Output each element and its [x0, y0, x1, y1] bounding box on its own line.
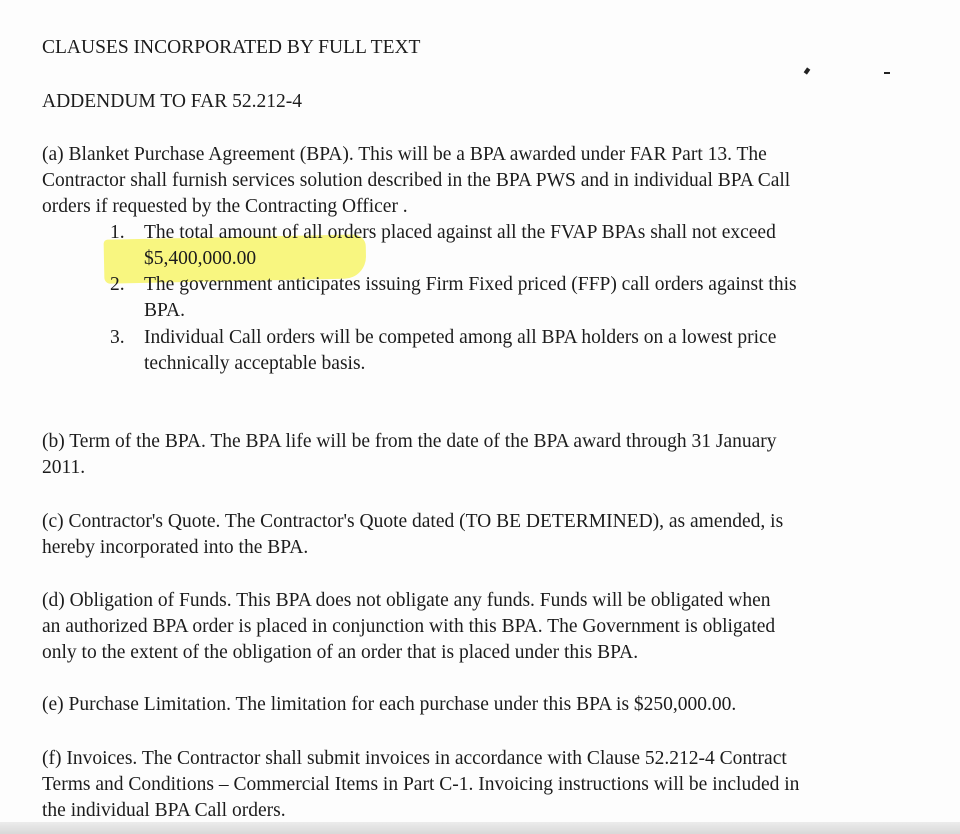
list-item-number: 1.: [110, 222, 125, 243]
clause-f-line: the individual BPA Call orders.: [42, 800, 286, 821]
clause-a-line: Contractor shall furnish services solution described in the BPA PWS and in individual BPA Call: [42, 170, 791, 191]
clause-b-line: 2011.: [42, 457, 86, 478]
clause-b-line: (b) Term of the BPA. The BPA life will be from the date of the BPA award through 31 January: [42, 431, 777, 452]
clause-a: [42, 142, 942, 220]
list-item-line: The total amount of all orders placed against all the FVAP BPAs shall not exceed: [144, 222, 776, 243]
clause-c: [42, 509, 942, 561]
list-item-line: The government anticipates issuing Firm Fixed priced (FFP) call orders against this: [144, 274, 797, 295]
document-title: CLAUSES INCORPORATED BY FULL TEXT: [42, 37, 421, 58]
clause-f-line: (f) Invoices. The Contractor shall submit invoices in accordance with Clause 52.212-4 Contract: [42, 748, 787, 769]
clause-c-line: (c) Contractor's Quote. The Contractor's Quote dated (TO BE DETERMINED), as amended, is: [42, 511, 784, 532]
list-item-amount: $5,400,000.00: [144, 248, 257, 269]
document-subtitle: ADDENDUM TO FAR 52.212-4: [42, 91, 303, 112]
clause-e-line: (e) Purchase Limitation. The limitation for each purchase under this BPA is $250,000.00.: [42, 694, 737, 715]
clause-e: [42, 692, 942, 718]
stray-mark: [804, 67, 811, 74]
list-item-number: 2.: [110, 274, 125, 295]
clause-d-line: (d) Obligation of Funds. This BPA does not obligate any funds. Funds will be obligated when: [42, 590, 771, 611]
list-item-line: Individual Call orders will be competed among all BPA holders on a lowest price: [144, 327, 777, 348]
page-bottom-edge: [0, 822, 960, 834]
clause-a-line: orders if requested by the Contracting Officer .: [42, 196, 408, 217]
clause-f: [42, 746, 942, 824]
list-item-number: 3.: [110, 327, 125, 348]
stray-mark: [884, 72, 890, 74]
clause-f-line: Terms and Conditions – Commercial Items in Part C-1. Invoicing instructions will be included in: [42, 774, 800, 795]
clause-c-line: hereby incorporated into the BPA.: [42, 537, 309, 558]
clause-b: [42, 429, 942, 481]
clause-d-line: an authorized BPA order is placed in conjunction with this BPA. The Government is obligated: [42, 616, 776, 637]
clause-d: [42, 588, 942, 666]
clause-d-line: only to the extent of the obligation of an order that is placed under this BPA.: [42, 642, 639, 663]
clause-a-line: (a) Blanket Purchase Agreement (BPA). This will be a BPA awarded under FAR Part 13. The: [42, 144, 767, 165]
list-item-line: technically acceptable basis.: [144, 353, 366, 374]
list-item-line: BPA.: [144, 300, 186, 321]
